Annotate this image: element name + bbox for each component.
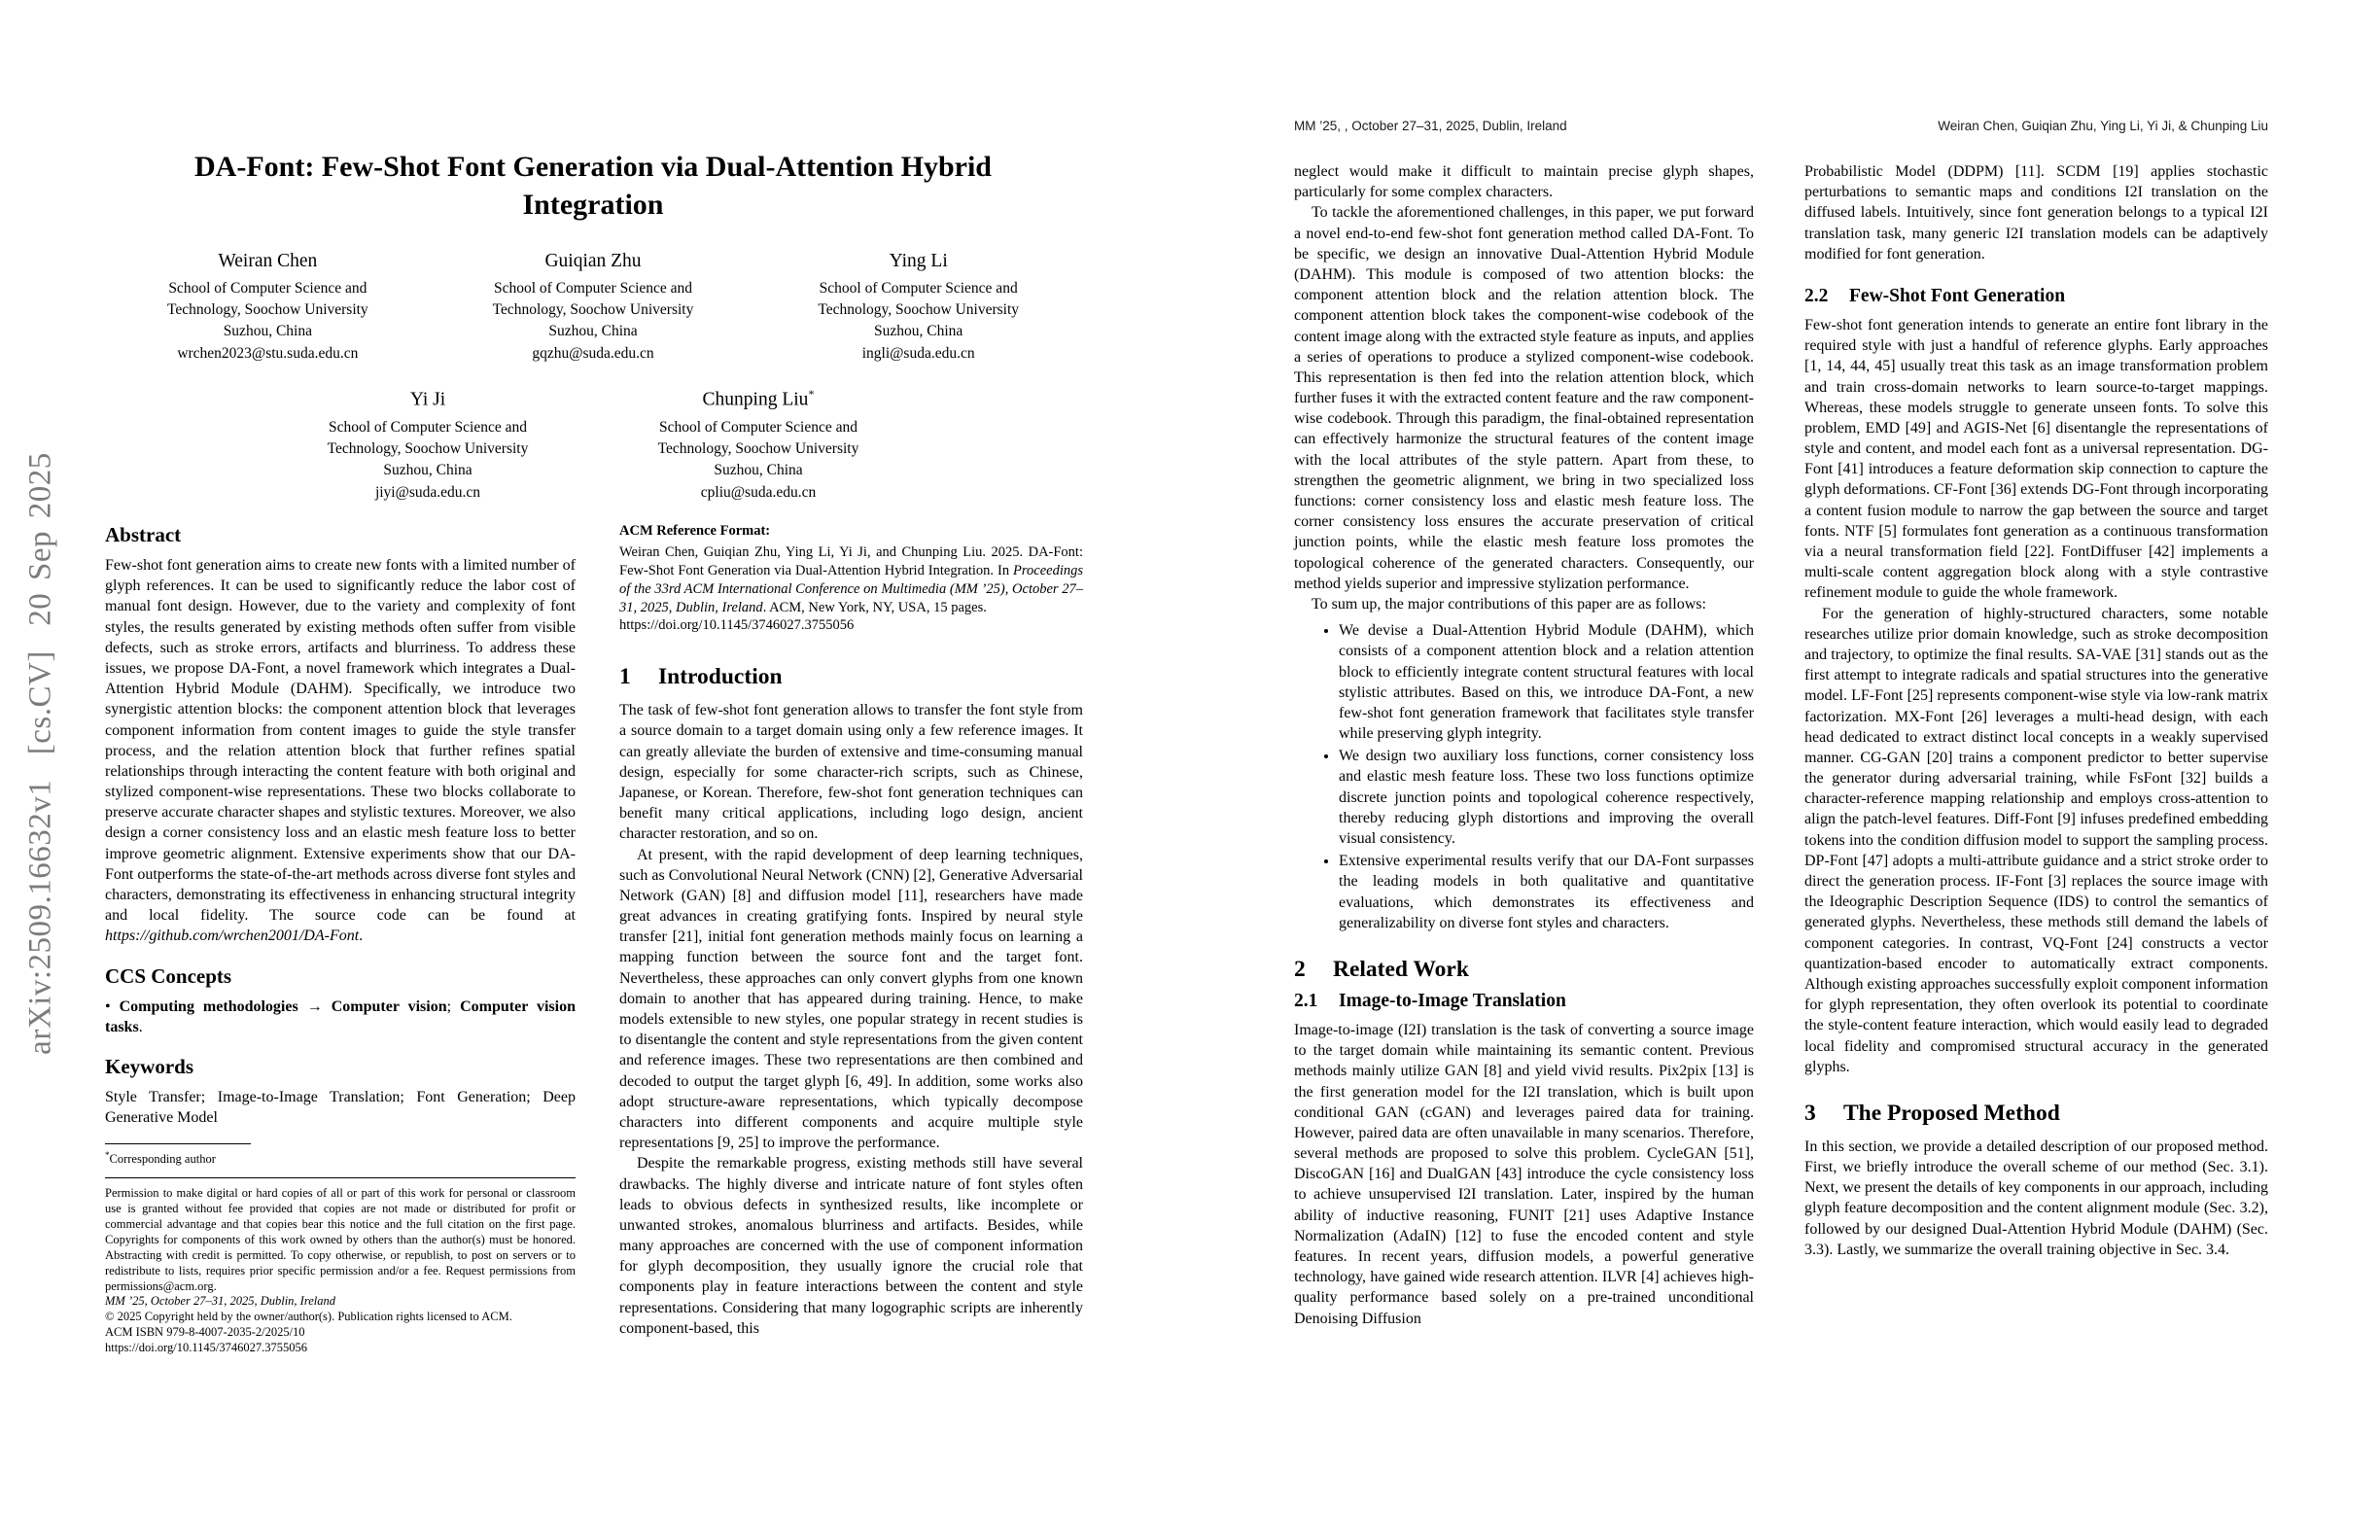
- arxiv-watermark: arXiv:2509.16632v1 [cs.CV] 20 Sep 2025: [22, 452, 58, 1055]
- author-guiqian-zhu: [431, 251, 756, 363]
- section-title: Related Work: [1333, 956, 1469, 982]
- abstract-heading: Abstract: [105, 523, 182, 546]
- section-title: Image-to-Image Translation: [1339, 990, 1566, 1011]
- doi-link[interactable]: https://doi.org/10.1145/3746027.3755056: [105, 1341, 307, 1355]
- structured-characters-paragraph: For the generation of highly-structured characters, some notable researches utilize prior domain knowledge, such as stroke decomposition and trajectory, to optimize the final results. SA-VAE [31] stands out as the first attempt to integrate radicals and spatial structures into the generative model. LF-Font [25] represents component-wise style via low-rank matrix factorization. MX-Font [26] leverages a multi-head design, with each head dedicated to extract distinct local concepts in a weakly supervised manner. CG-GAN [20] trains a component predictor to better supervise the generator during adversarial training, while FsFont [32] builds a character-reference mapping relationship and employs cross-attention to align the patch-level features. Diff-Font [9] infuses predefined embedding tokens into the condition diffusion model to support the sampling process. DP-Font [47] adopts a multi-attribute guidance and a strict stroke order to direct the generation process. IF-Font [3] replaces the source image with the Ideographic Description Sequence (IDS) to control the semantics of generated glyphs. Nevertheless, these methods still demand the labels of component categories. In contrast, VQ-Font [24] constructs a vector quantization-based encoder to automatically extract components. Although existing approaches successfully exploit component information for glyph representation, they often overlook its potential to coordinate the style-content feature interaction, which would easily lead to degraded local fidelity and compromised structural accuracy in the generated glyphs.: [1804, 605, 2268, 1075]
- section-title: The Proposed Method: [1843, 1100, 2060, 1126]
- approach-paragraph: To tackle the aforementioned challenges, in this paper, we put forward a novel end-to-end few-shot font generation method called DA-Font. To be specific, we design an innovative Dual-Attention Hybrid Module (DAHM). This module is composed of two attention blocks: the component attention block and the relation attention block. The component attention block takes the component-wise codebook of the content image along with the extracted style feature as inputs, and applies a series of operations to produce a stylized component-wise codebook. This representation is then fed into the relation attention block, which further fuses it with the extracted content feature and the raw component-wise codebook. Through this paradigm, the final-obtained representation can effectively harmonize the structural features of the content image with the local attributes of the style pattern. Apart from these, to strengthen the geometric alignment, we bring in two specialized loss functions: corner consistency loss and elastic mesh feature loss. The corner consistency loss ensures the accurate preservation of critical junction points, while the elastic mesh feature loss promotes the topological coherence of the generated characters. Consequently, our method yields superior and impressive stylization performance.: [1294, 204, 1754, 592]
- section-2-heading: [1294, 957, 1754, 983]
- ccs-concept-3: Computer vision tasks: [105, 998, 577, 1035]
- section-title: Introduction: [658, 664, 783, 690]
- intro-paragraph-1: The task of few-shot font generation allows to transfer the font style from a source domain to a target domain using only a few reference images. It can greatly alleviate the burden of extensive and time-consuming manual design, especially for some character-rich scripts, such as Chinese, Japanese, or Korean. Therefore, few-shot font generation techniques can benefit many critical applications, including logo design, ancient character restoration, and so on.: [619, 702, 1083, 843]
- contributions-list: [1294, 620, 1754, 933]
- section-1-heading: [619, 664, 1083, 690]
- paper-title-line2: Integration: [522, 189, 664, 221]
- author-affiliation-line: Technology, Soochow University: [492, 301, 694, 318]
- contribution-item-2: • We design two auxiliary loss functions, corner consistency loss and elastic mesh feature loss. These two loss functions optimize discrete junction points and topological coherence respectively, thereby reducing glyph distortions and improving the overall visual consistency.: [1339, 746, 1754, 849]
- paper-title-line1: DA-Font: Few-Shot Font Generation via Dual-Attention Hybrid: [194, 151, 992, 183]
- permission-divider: [105, 1177, 576, 1178]
- section-2-1-heading: [1294, 991, 1754, 1012]
- intro-paragraph-2: At present, with the rapid development of deep learning techniques, such as Convolutional Neural Network (CNN) [2], Generative Adversarial Network (GAN) [8] and diffusion model [11], researchers have made great advances in creating gratifying fonts. Inspired by neural style transfer [21], initial font generation methods mainly focus on learning a mapping function between the source font and the target font. Nevertheless, these approaches can only convert glyphs from one known domain to another that has appeared during training. Hence, to make models extensible to new styles, one popular strategy in recent studies is to disentangle the content and style representations from the given content and reference images. These two representations are then combined and decoded to output the target glyph [6, 49]. In addition, some works also adopt structure-aware representations, which typically decompose characters into different components and acquire multiple style representations [9, 25] to improve the performance.: [619, 846, 1083, 1152]
- paper-title: [105, 148, 1081, 224]
- author-affiliation-line: Technology, Soochow University: [657, 439, 859, 457]
- author-email[interactable]: wrchen2023@stu.suda.edu.cn: [177, 345, 359, 362]
- contribution-item-3: • Extensive experimental results verify that our DA-Font surpasses the leading models in both qualitative and quantitative evaluations, which demonstrates its effectiveness and generalizability on diverse font styles and characters.: [1339, 851, 1754, 933]
- author-email[interactable]: gqzhu@suda.edu.cn: [532, 345, 654, 362]
- section-number: 2.1: [1294, 990, 1318, 1011]
- corresponding-text: Corresponding author: [109, 1152, 216, 1167]
- author-affiliation-line: School of Computer Science and: [658, 418, 858, 436]
- author-ying-li: [755, 251, 1081, 363]
- corresponding-author-asterisk: *: [808, 387, 815, 401]
- abstract-text: [105, 555, 576, 947]
- running-header-conference: MM ’25, , October 27–31, 2025, Dublin, Ireland: [1294, 119, 1567, 133]
- author-affiliation-line: School of Computer Science and: [493, 280, 693, 297]
- page1-column2: [619, 523, 1083, 1339]
- contributions-lead: To sum up, the major contributions of this paper are as follows:: [1312, 595, 1706, 612]
- author-affiliation-line: Suzhou, China: [548, 323, 638, 339]
- few-shot-font-generation-paragraph: Few-shot font generation intends to generate an entire font library in the required style with just a handful of reference glyphs. Early approaches [1, 14, 44, 45] usually treat this task as an image transformation problem and train cross-domain networks to learn source-to-target mappings. Whereas, these models struggle to generate unseen fonts. To solve this problem, EMD [49] and AGIS-Net [6] disentangle the representations of style and content, and model each font as a universal representation. DG-Font [41] introduces a feature deformation skip connection to capture the glyph deformations. CF-Font [36] extends DG-Font through incorporating a content fusion module to narrow the gap between the source and target fonts. NTF [5] formulates font generation as a continuous transformation via a neural transformation field [22]. FontDiffuser [42] implements a multi-scale content aggregation block along with a style contrastive refinement module to guide the whole framework.: [1804, 316, 2268, 602]
- source-code-link[interactable]: https://github.com/wrchen2001/DA-Font: [105, 928, 360, 945]
- ccs-concept-2: Computer vision: [331, 998, 447, 1015]
- page2-column1: [1294, 161, 1754, 1329]
- permission-statement: Permission to make digital or hard copies of all or part of this work for personal or classroom use is granted without fee provided that copies are not made or distributed for profit or commercial advantage and that copies bear this notice and the full citation on the first page. Copyrights for components of this work owned by others than the author(s) must be honored. Abstracting with credit is permitted. To copy otherwise, or republish, to post on servers or to redistribute to lists, requires prior specific permission and/or a fee. Request permissions from permissions@acm.org.: [105, 1186, 576, 1293]
- section-3-heading: [1804, 1101, 2268, 1127]
- author-affiliation-line: School of Computer Science and: [168, 280, 368, 297]
- acm-reference-heading: ACM Reference Format:: [619, 523, 771, 539]
- copyright-line: © 2025 Copyright held by the owner/author(s). Publication rights licensed to ACM.: [105, 1310, 512, 1324]
- author-name: Ying Li: [889, 251, 948, 271]
- proposed-method-paragraph: In this section, we provide a detailed description of our proposed method. First, we briefly introduce the overall scheme of our method (Sec. 3.1). Next, we present the details of key components in our approach, including glyph feature decomposition and the content alignment module (Sec. 3.2), followed by our designed Dual-Attention Hybrid Module (DAHM) (Sec. 3.3). Lastly, we summarize the overall training objective in Sec. 3.4.: [1804, 1138, 2268, 1258]
- ccs-bullet: •: [105, 998, 120, 1015]
- ccs-separator: ;: [446, 998, 461, 1015]
- ccs-concept-1: Computing methodologies: [119, 998, 298, 1015]
- acm-reference-text: [619, 543, 1083, 635]
- section-title: Few-Shot Font Generation: [1849, 285, 2066, 306]
- abstract-period: .: [359, 928, 364, 945]
- authors-row-1: [105, 251, 1081, 363]
- author-name: Guiqian Zhu: [544, 251, 642, 271]
- acm-ref-part1: Weiran Chen, Guiqian Zhu, Ying Li, Yi Ji, and Chunping Liu. 2025. DA-Font: Few-Shot Font Generation via Dual-Attention Hybrid Integration. In: [619, 544, 1083, 578]
- i2i-translation-paragraph: Image-to-image (I2I) translation is the task of converting a source image to the target domain while maintaining its semantic content. Previous methods mainly utilize GAN [8] and yield vivid results. Pix2pix [13] is the first generation model for the I2I translation, which is built upon conditional GAN (cGAN) and leverages paired data for training. However, paired data are often unavailable in many scenarios. Therefore, several methods are proposed to solve this problem. CycleGAN [51], DiscoGAN [16] and DualGAN [43] introduce the cycle consistency loss to achieve unsupervised I2I translation. Later, inspired by the human ability of inductive reasoning, FUNIT [21] uses Adaptive Instance Normalization (AdaIN) [12] to fuse the encoded content and style features. In recent years, diffusion models, a powerful generative technology, have gained wide research attention. ILVR [4] achieves high-quality performance based solely on a pre-trained unconditional Denoising Diffusion: [1294, 1021, 1754, 1327]
- authors-row-2: [105, 387, 1081, 502]
- section-number: 1: [619, 664, 631, 690]
- intro-paragraph-3: Despite the remarkable progress, existing methods still have several drawbacks. The highly diverse and intricate nature of font styles often leads to obvious defects in synthesized results, like incomplete or unwanted strokes, anomalous blurriness and artifacts. Besides, while many approaches are concerned with the use of component information for glyph decomposition, they usually ignore the crucial role that components play in feature interactions between the content and style representations. Considering that many logographic scripts are inherently component-based, this: [619, 1155, 1083, 1337]
- author-affiliation-line: Technology, Soochow University: [166, 301, 368, 318]
- author-name: Weiran Chen: [218, 251, 318, 271]
- keywords-text: Style Transfer; Image-to-Image Translation; Font Generation; Deep Generative Model: [105, 1088, 576, 1127]
- section-number: 2: [1294, 956, 1306, 982]
- ddpm-continuation-paragraph: Probabilistic Model (DDPM) [11]. SCDM [19] applies stochastic perturbations to semantic maps and conditions I2I translation on the diffused labels. Intuitively, since font generation belongs to a typical I2I translation task, many generic I2I translation models can be adaptively modified for font generation.: [1804, 163, 2268, 262]
- footnote-divider: [105, 1143, 251, 1144]
- continuation-paragraph: neglect would make it difficult to maintain precise glyph shapes, particularly for some complex characters.: [1294, 163, 1754, 201]
- contribution-item-1: • We devise a Dual-Attention Hybrid Module (DAHM), which consists of a component attention block and a relation attention block to efficiently integrate content structural features with local stylistic attributes. Based on this, we introduce DA-Font, a new few-shot font generation framework that facilitates style transfer while preserving glyph integrity.: [1339, 620, 1754, 744]
- page1-column1: [105, 523, 576, 1356]
- corresponding-asterisk: *: [105, 1150, 110, 1161]
- author-affiliation-line: Suzhou, China: [383, 461, 472, 478]
- author-yi-ji: [262, 387, 593, 502]
- author-affiliation-line: Suzhou, China: [223, 323, 312, 339]
- author-email[interactable]: ingli@suda.edu.cn: [861, 345, 975, 362]
- author-name: Chunping Liu: [702, 389, 809, 410]
- section-number: 3: [1804, 1100, 1816, 1126]
- ccs-heading: CCS Concepts: [105, 963, 232, 988]
- ccs-period: .: [138, 1018, 143, 1035]
- corresponding-author-footnote: [105, 1150, 576, 1168]
- section-2-2-heading: [1804, 286, 2268, 307]
- acm-ref-part2: . ACM, New York, NY, USA, 15 pages.: [762, 599, 987, 615]
- keywords-heading: Keywords: [105, 1054, 193, 1078]
- running-header-authors: Weiran Chen, Guiqian Zhu, Ying Li, Yi Ji, & Chunping Liu: [1938, 119, 2268, 133]
- conference-line: MM ’25, October 27–31, 2025, Dublin, Ireland: [105, 1294, 336, 1309]
- author-email[interactable]: cpliu@suda.edu.cn: [700, 483, 817, 501]
- author-affiliation-line: School of Computer Science and: [328, 418, 528, 436]
- page2-column2: [1804, 161, 2268, 1260]
- author-weiran-chen: [105, 251, 431, 363]
- author-name: Yi Ji: [409, 389, 446, 410]
- ccs-arrow: →: [298, 998, 332, 1015]
- section-number: 2.2: [1804, 285, 1829, 306]
- author-affiliation-line: School of Computer Science and: [819, 280, 1018, 297]
- author-affiliation-line: Suzhou, China: [714, 461, 803, 478]
- acm-ref-proceedings: Proceedings of the 33rd ACM International Conference on Multimedia (MM ’25), October 27–31, 2025, Dublin, Ireland: [619, 562, 1083, 615]
- author-affiliation-line: Suzhou, China: [874, 323, 963, 339]
- author-affiliation-line: Technology, Soochow University: [327, 439, 529, 457]
- ccs-text: [105, 997, 576, 1037]
- author-email[interactable]: jiyi@suda.edu.cn: [374, 483, 481, 501]
- author-affiliation-line: Technology, Soochow University: [818, 301, 1020, 318]
- acm-ref-doi-link[interactable]: https://doi.org/10.1145/3746027.3755056: [619, 617, 855, 634]
- isbn-line: ACM ISBN 979-8-4007-2035-2/2025/10: [105, 1325, 305, 1340]
- abstract-body: Few-shot font generation aims to create new fonts with a limited number of glyph references. It can be used to significantly reduce the labor cost of manual font design. However, due to the variety and complexity of font styles, the results generated by existing methods often suffer from visible defects, such as stroke errors, artifacts and blurriness. To address these issues, we propose DA-Font, a novel framework which integrates a Dual-Attention Hybrid Module (DAHM). Specifically, we introduce two synergistic attention blocks: the component attention block that leverages component information from content images to guide the style transfer process, and the relation attention block that further refines spatial relationships through interacting the content feature with both original and stylized component-wise representations. These two blocks collaborate to preserve accurate character shapes and stylistic textures. Moreover, we also design a corner consistency loss and an elastic mesh feature loss to better improve geometric alignment. Extensive experiments show that our DA-Font outperforms the state-of-the-art methods across diverse font styles and characters, demonstrating its effectiveness in enhancing structural integrity and local fidelity. The source code can be found at: [105, 557, 576, 925]
- author-chunping-liu: [593, 387, 924, 502]
